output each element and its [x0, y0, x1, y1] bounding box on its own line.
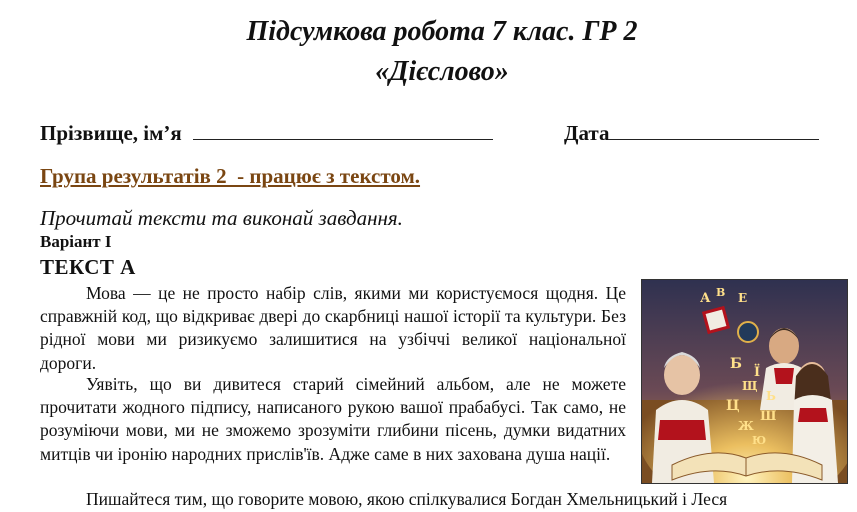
student-info-row: [40, 121, 840, 146]
floating-letter: Ж: [738, 419, 754, 433]
variant-label: Варіант І: [40, 232, 112, 251]
document-title: Підсумкова робота 7 клас. ГР 2: [246, 16, 638, 47]
paragraph-2: Уявіть, що ви дивитеся старий сімейний альбом, але не можете прочитати жодного підпису, написаного рукою вашої прабабусі. Так само, не розуміючи мови, ми не зможемо зрозуміти глибини пісень, думки видатних митців чи іронію народних прислів'їв. Адже саме в них захована душа нації.: [40, 374, 626, 464]
floating-letter: Ш: [760, 409, 777, 424]
date-label: Дата: [564, 121, 610, 145]
family-reading-book-illustration: [642, 280, 847, 483]
illustration-image: [641, 279, 848, 484]
name-blank-line[interactable]: [193, 121, 493, 140]
floating-letter: Щ: [742, 379, 758, 393]
paragraph-3: Пишайтеся тим, що говорите мовою, якою спілкувалися Богдан Хмельницький і Леся: [86, 489, 728, 509]
task-instruction: Прочитай тексти та виконай завдання.: [40, 206, 403, 230]
floating-letter: Б: [730, 356, 742, 372]
text-title: ТЕКСТ А: [40, 255, 136, 279]
floating-letter: Ц: [726, 398, 740, 414]
floating-letter: В: [716, 286, 726, 299]
document-subtitle: «Дієслово»: [375, 56, 509, 87]
name-label: Прізвище, ім’я: [40, 121, 182, 145]
floating-letter: Е: [738, 291, 748, 305]
result-group-heading: Група результатів 2 - працює з текстом.: [40, 164, 421, 188]
floating-letter: Ї: [754, 365, 761, 380]
floating-letter: Ь: [766, 389, 776, 403]
floating-letter: А: [700, 291, 711, 306]
paragraph-1: Мова — це не просто набір слів, якими ми користуємося щодня. Це справжній код, що відкриває двері до скарбниці нашої історії та культури. Без рідної мови ми ризикуємо залишитися на узбіччі великої національної дороги.: [40, 283, 626, 373]
floating-letter: Ю: [752, 434, 767, 447]
date-field: [564, 121, 819, 146]
date-blank-line[interactable]: [609, 121, 819, 140]
